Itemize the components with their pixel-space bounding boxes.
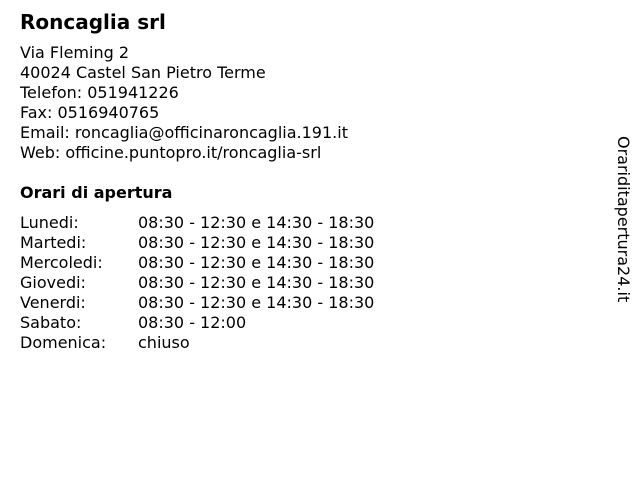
hours-time: 08:30 - 12:30 e 14:30 - 18:30 — [138, 273, 375, 292]
hours-day: Venerdi: — [20, 293, 86, 312]
fax-line: Fax: 0516940765 — [20, 103, 160, 122]
opening-hours-title: Orari di apertura — [20, 183, 173, 202]
city-address: 40024 Castel San Pietro Terme — [20, 63, 266, 82]
hours-day: Giovedi: — [20, 273, 86, 292]
hours-day: Lunedi: — [20, 213, 79, 232]
hours-day: Sabato: — [20, 313, 82, 332]
hours-time: chiuso — [138, 333, 190, 352]
hours-time: 08:30 - 12:30 e 14:30 - 18:30 — [138, 293, 375, 312]
site-watermark: Orariditapertura24.it — [614, 136, 633, 303]
company-name: Roncaglia srl — [20, 10, 166, 34]
email-line: Email: roncaglia@officinaroncaglia.191.it — [20, 123, 348, 142]
hours-time: 08:30 - 12:30 e 14:30 - 18:30 — [138, 213, 375, 232]
street-address: Via Fleming 2 — [20, 43, 130, 62]
hours-time: 08:30 - 12:00 — [138, 313, 247, 332]
hours-time: 08:30 - 12:30 e 14:30 - 18:30 — [138, 233, 375, 252]
hours-day: Domenica: — [20, 333, 107, 352]
web-line: Web: officine.puntopro.it/roncaglia-srl — [20, 143, 322, 162]
hours-day: Martedi: — [20, 233, 87, 252]
contact-block — [20, 43, 348, 163]
phone-line: Telefon: 051941226 — [20, 83, 179, 102]
hours-time: 08:30 - 12:30 e 14:30 - 18:30 — [138, 253, 375, 272]
hours-day: Mercoledi: — [20, 253, 103, 272]
